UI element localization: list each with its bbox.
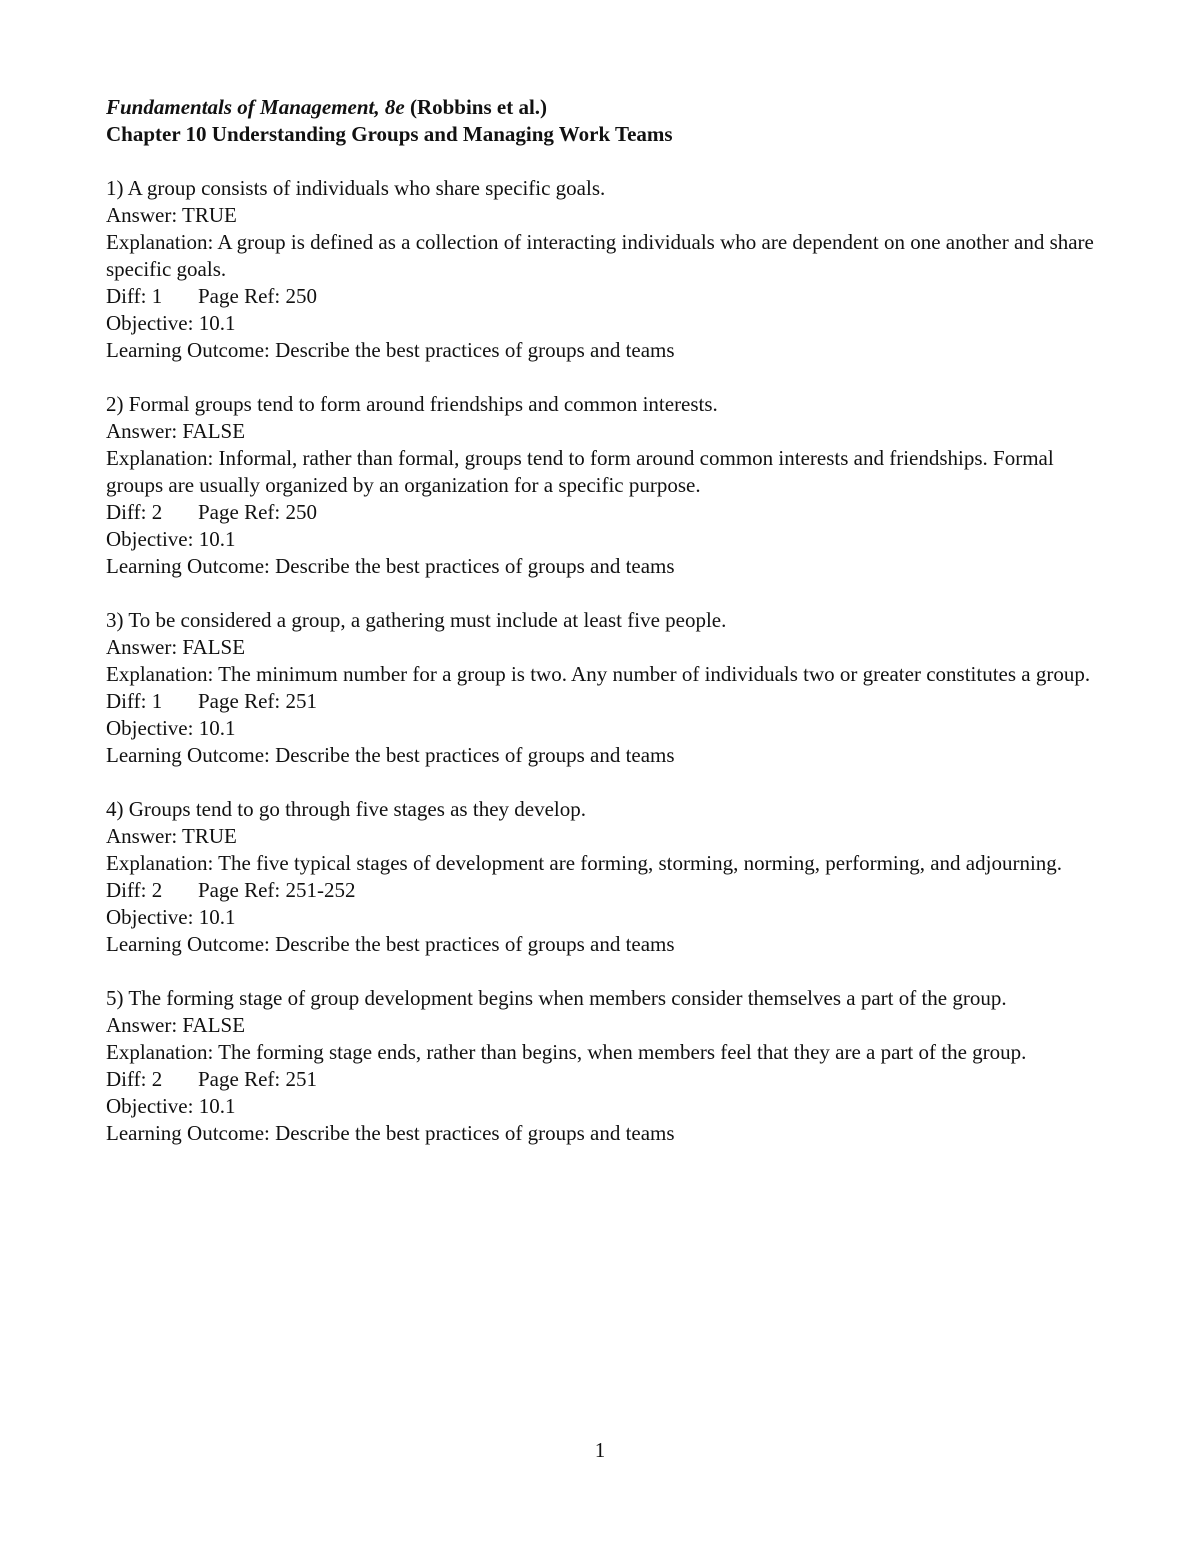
book-heading [106, 94, 1106, 121]
question-page-ref: Page Ref: 251-252 [198, 878, 356, 902]
question-stem: 4) Groups tend to go through five stages as they develop. [106, 797, 586, 821]
question-answer: Answer: TRUE [106, 203, 237, 227]
question-diff-row [106, 1066, 1106, 1093]
question-answer: Answer: FALSE [106, 635, 246, 659]
question-diff: Diff: 1 [106, 689, 163, 713]
question-learning-outcome: Learning Outcome: Describe the best practices of groups and teams [106, 338, 675, 362]
question-explanation: Explanation: The five typical stages of development are forming, storming, norming, performing, and adjourning. [106, 851, 1063, 875]
question-explanation: Explanation: Informal, rather than formal, groups tend to form around common interests and friendships. Formal groups are usually organized by an organization for a specific purpose. [106, 446, 1054, 497]
question-objective: Objective: 10.1 [106, 311, 236, 335]
question-diff: Diff: 2 [106, 500, 163, 524]
question-page-ref: Page Ref: 250 [198, 500, 317, 524]
question-4 [106, 796, 1106, 958]
question-diff-row [106, 283, 1106, 310]
question-answer: Answer: TRUE [106, 824, 237, 848]
question-diff-row [106, 499, 1106, 526]
question-learning-outcome: Learning Outcome: Describe the best practices of groups and teams [106, 1121, 675, 1145]
question-diff: Diff: 2 [106, 878, 163, 902]
question-diff-row [106, 688, 1106, 715]
question-stem: 5) The forming stage of group development begins when members consider themselves a part of the group. [106, 986, 1007, 1010]
document-page [106, 94, 1106, 1174]
question-5 [106, 985, 1106, 1147]
question-objective: Objective: 10.1 [106, 716, 236, 740]
question-explanation: Explanation: The forming stage ends, rather than begins, when members feel that they are a part of the group. [106, 1040, 1027, 1064]
question-diff: Diff: 1 [106, 284, 163, 308]
book-authors: (Robbins et al.) [404, 95, 548, 119]
question-objective: Objective: 10.1 [106, 527, 236, 551]
question-objective: Objective: 10.1 [106, 905, 236, 929]
question-page-ref: Page Ref: 250 [198, 284, 317, 308]
question-answer: Answer: FALSE [106, 419, 246, 443]
question-diff-row [106, 877, 1106, 904]
question-explanation: Explanation: The minimum number for a group is two. Any number of individuals two or greater constitutes a group. [106, 662, 1091, 686]
question-1 [106, 175, 1106, 364]
question-page-ref: Page Ref: 251 [198, 689, 317, 713]
question-answer: Answer: FALSE [106, 1013, 246, 1037]
question-stem: 3) To be considered a group, a gathering must include at least five people. [106, 608, 727, 632]
question-learning-outcome: Learning Outcome: Describe the best practices of groups and teams [106, 932, 675, 956]
question-2 [106, 391, 1106, 580]
question-stem: 1) A group consists of individuals who share specific goals. [106, 176, 606, 200]
question-diff: Diff: 2 [106, 1067, 163, 1091]
header-spacer [106, 148, 1106, 175]
page-number: 1 [594, 1438, 606, 1462]
question-page-ref: Page Ref: 251 [198, 1067, 317, 1091]
question-explanation: Explanation: A group is defined as a collection of interacting individuals who are dependent on one another and share specific goals. [106, 230, 1094, 281]
question-3 [106, 607, 1106, 769]
question-learning-outcome: Learning Outcome: Describe the best practices of groups and teams [106, 554, 675, 578]
chapter-title: Chapter 10 Understanding Groups and Managing Work Teams [106, 122, 673, 146]
question-learning-outcome: Learning Outcome: Describe the best practices of groups and teams [106, 743, 675, 767]
book-title: Fundamentals of Management, 8e [106, 95, 405, 119]
question-objective: Objective: 10.1 [106, 1094, 236, 1118]
question-stem: 2) Formal groups tend to form around friendships and common interests. [106, 392, 718, 416]
